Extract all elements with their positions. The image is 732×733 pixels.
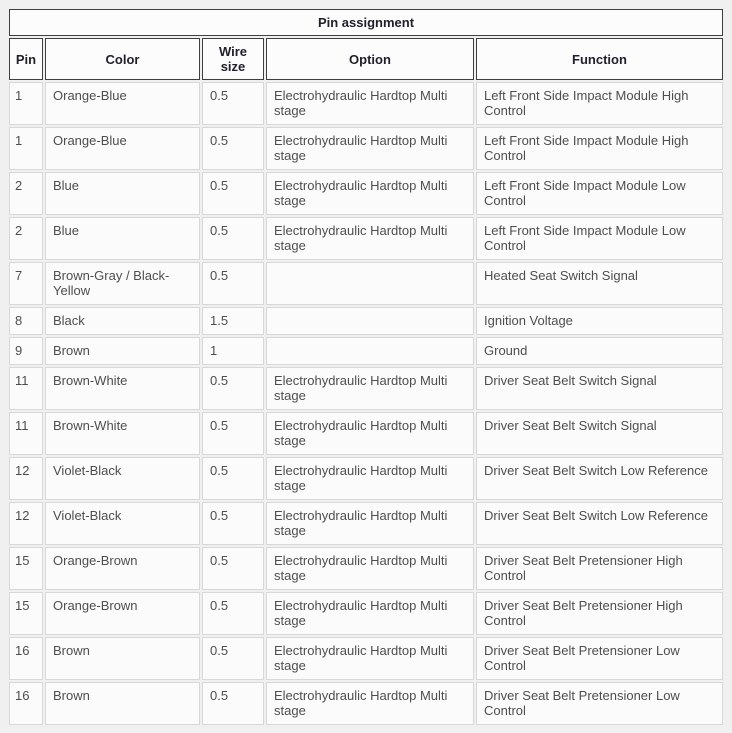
column-header-wire-size: Wire size xyxy=(202,38,264,80)
table-row xyxy=(9,682,723,725)
table-row xyxy=(9,412,723,455)
table-row xyxy=(9,127,723,170)
function-cell: Ignition Voltage xyxy=(476,307,723,335)
column-header-row xyxy=(9,38,723,80)
color-cell: Blue xyxy=(45,172,200,215)
pin-cell: 7 xyxy=(9,262,43,305)
table-row xyxy=(9,547,723,590)
color-cell: Brown xyxy=(45,637,200,680)
pin-cell: 15 xyxy=(9,547,43,590)
color-cell: Violet-Black xyxy=(45,502,200,545)
pin-cell: 11 xyxy=(9,367,43,410)
function-cell: Driver Seat Belt Pretensioner High Control xyxy=(476,547,723,590)
function-cell: Heated Seat Switch Signal xyxy=(476,262,723,305)
option-cell xyxy=(266,307,474,335)
pin-cell: 8 xyxy=(9,307,43,335)
option-cell: Electrohydraulic Hardtop Multi stage xyxy=(266,412,474,455)
function-cell: Ground xyxy=(476,337,723,365)
function-cell: Driver Seat Belt Pretensioner Low Control xyxy=(476,637,723,680)
color-cell: Black xyxy=(45,307,200,335)
table-title: Pin assignment xyxy=(9,9,723,36)
pin-cell: 9 xyxy=(9,337,43,365)
option-cell: Electrohydraulic Hardtop Multi stage xyxy=(266,127,474,170)
option-cell: Electrohydraulic Hardtop Multi stage xyxy=(266,682,474,725)
function-cell: Driver Seat Belt Switch Low Reference xyxy=(476,457,723,500)
pin-cell: 12 xyxy=(9,502,43,545)
function-cell: Left Front Side Impact Module High Control xyxy=(476,127,723,170)
wire-size-cell: 0.5 xyxy=(202,172,264,215)
table-row xyxy=(9,172,723,215)
wire-size-cell: 0.5 xyxy=(202,217,264,260)
table-row xyxy=(9,367,723,410)
wire-size-cell: 0.5 xyxy=(202,637,264,680)
option-cell: Electrohydraulic Hardtop Multi stage xyxy=(266,592,474,635)
wire-size-cell: 0.5 xyxy=(202,82,264,125)
option-cell: Electrohydraulic Hardtop Multi stage xyxy=(266,502,474,545)
pin-cell: 1 xyxy=(9,127,43,170)
color-cell: Brown xyxy=(45,682,200,725)
table-row xyxy=(9,592,723,635)
color-cell: Brown-White xyxy=(45,367,200,410)
table-body xyxy=(9,82,723,725)
color-cell: Brown-White xyxy=(45,412,200,455)
pin-cell: 2 xyxy=(9,217,43,260)
function-cell: Driver Seat Belt Pretensioner High Control xyxy=(476,592,723,635)
pin-cell: 12 xyxy=(9,457,43,500)
wire-size-cell: 0.5 xyxy=(202,682,264,725)
table-row xyxy=(9,457,723,500)
wire-size-cell: 0.5 xyxy=(202,367,264,410)
function-cell: Left Front Side Impact Module Low Control xyxy=(476,172,723,215)
option-cell xyxy=(266,262,474,305)
table-row xyxy=(9,217,723,260)
wire-size-cell: 0.5 xyxy=(202,127,264,170)
table-row xyxy=(9,82,723,125)
table-row xyxy=(9,262,723,305)
function-cell: Driver Seat Belt Pretensioner Low Control xyxy=(476,682,723,725)
option-cell: Electrohydraulic Hardtop Multi stage xyxy=(266,172,474,215)
function-cell: Left Front Side Impact Module Low Control xyxy=(476,217,723,260)
wire-size-cell: 0.5 xyxy=(202,457,264,500)
column-header-pin: Pin xyxy=(9,38,43,80)
wire-size-cell: 1.5 xyxy=(202,307,264,335)
color-cell: Orange-Blue xyxy=(45,82,200,125)
function-cell: Driver Seat Belt Switch Signal xyxy=(476,367,723,410)
color-cell: Orange-Blue xyxy=(45,127,200,170)
wire-size-cell: 0.5 xyxy=(202,502,264,545)
option-cell: Electrohydraulic Hardtop Multi stage xyxy=(266,367,474,410)
pin-cell: 16 xyxy=(9,682,43,725)
option-cell: Electrohydraulic Hardtop Multi stage xyxy=(266,217,474,260)
title-row xyxy=(9,9,723,36)
color-cell: Violet-Black xyxy=(45,457,200,500)
color-cell: Brown-Gray / Black-Yellow xyxy=(45,262,200,305)
pin-cell: 2 xyxy=(9,172,43,215)
color-cell: Blue xyxy=(45,217,200,260)
option-cell xyxy=(266,337,474,365)
function-cell: Driver Seat Belt Switch Signal xyxy=(476,412,723,455)
option-cell: Electrohydraulic Hardtop Multi stage xyxy=(266,637,474,680)
wire-size-cell: 1 xyxy=(202,337,264,365)
wire-size-cell: 0.5 xyxy=(202,547,264,590)
wire-size-cell: 0.5 xyxy=(202,262,264,305)
option-cell: Electrohydraulic Hardtop Multi stage xyxy=(266,82,474,125)
table-row xyxy=(9,307,723,335)
pin-cell: 16 xyxy=(9,637,43,680)
pin-cell: 1 xyxy=(9,82,43,125)
wire-size-cell: 0.5 xyxy=(202,592,264,635)
function-cell: Driver Seat Belt Switch Low Reference xyxy=(476,502,723,545)
pin-assignment-table xyxy=(7,7,725,727)
option-cell: Electrohydraulic Hardtop Multi stage xyxy=(266,457,474,500)
column-header-function: Function xyxy=(476,38,723,80)
pin-cell: 11 xyxy=(9,412,43,455)
wire-size-cell: 0.5 xyxy=(202,412,264,455)
column-header-option: Option xyxy=(266,38,474,80)
function-cell: Left Front Side Impact Module High Control xyxy=(476,82,723,125)
color-cell: Orange-Brown xyxy=(45,592,200,635)
pin-cell: 15 xyxy=(9,592,43,635)
column-header-color: Color xyxy=(45,38,200,80)
option-cell: Electrohydraulic Hardtop Multi stage xyxy=(266,547,474,590)
color-cell: Brown xyxy=(45,337,200,365)
color-cell: Orange-Brown xyxy=(45,547,200,590)
table-row xyxy=(9,502,723,545)
table-row xyxy=(9,337,723,365)
table-row xyxy=(9,637,723,680)
